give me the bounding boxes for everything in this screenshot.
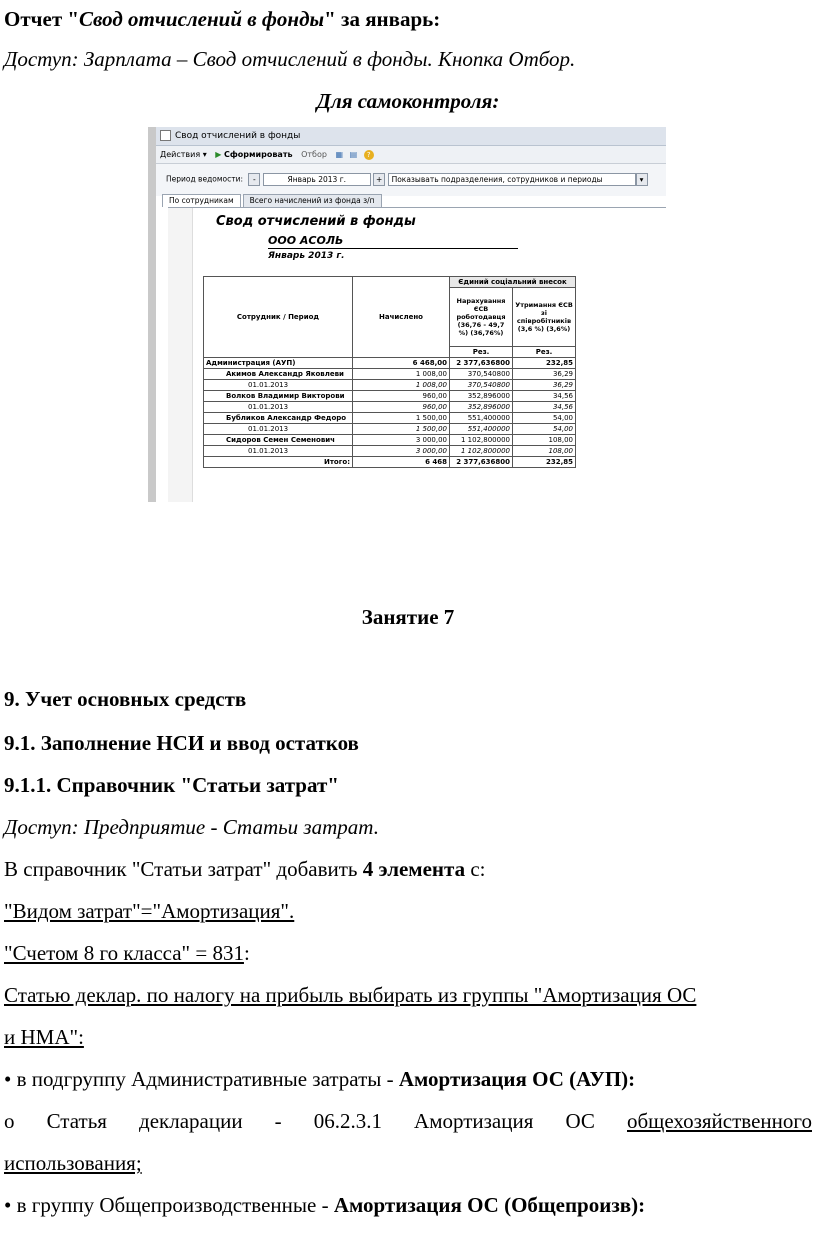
cell-employer: 370,540800 (450, 380, 513, 391)
cell-emp: 34,56 (513, 402, 576, 413)
cell-accrued: 1 008,00 (353, 380, 450, 391)
period-field[interactable]: Январь 2013 г. (263, 173, 371, 186)
cell-accrued: 6 468,00 (353, 358, 450, 369)
res-employee: Рез. (513, 347, 576, 358)
cell-emp: 54,00 (513, 424, 576, 435)
filter-button[interactable]: Отбор (301, 150, 327, 159)
report-toolbar (156, 146, 666, 164)
cell-employer: 352,896000 (450, 402, 513, 413)
help-icon[interactable]: ? (364, 150, 374, 160)
declaration-item-line-2: использования; (4, 1151, 142, 1175)
col-accrued: Начислено (353, 277, 450, 358)
cell-employer: 370,540800 (450, 369, 513, 380)
cell-name: 01.01.2013 (204, 402, 353, 413)
lesson-title: Занятие 7 (361, 605, 455, 629)
res-employer: Рез. (450, 347, 513, 358)
cell-employer: 551,400000 (450, 424, 513, 435)
cell-employer: 352,896000 (450, 391, 513, 402)
window-icon (160, 130, 171, 141)
access-line: Доступ: Зарплата – Свод отчислений в фонды. Кнопка Отбор. (4, 47, 576, 71)
table-row (204, 358, 576, 369)
tab-by-employees[interactable]: По сотрудникам (162, 194, 241, 207)
total-employee: 232,85 (513, 457, 576, 468)
report-title: Свод отчислений в фонды (216, 214, 416, 229)
bullet-admin: • в подгруппу Административные затраты - Амортизация ОС (АУП): (4, 1067, 636, 1091)
cell-emp: 34,56 (513, 391, 576, 402)
table-row (204, 435, 576, 446)
report-heading: Отчет "Свод отчислений в фонды" за январь: (4, 7, 441, 31)
cell-emp: 108,00 (513, 435, 576, 446)
cell-emp: 36,29 (513, 380, 576, 391)
access-line-2: Доступ: Предприятие - Статьи затрат. (4, 815, 379, 839)
cell-name: Бубликов Александр Федоро (204, 413, 353, 424)
report-tabs (162, 194, 384, 207)
settings-icon[interactable]: ▦ (335, 150, 344, 159)
cell-name: 01.01.2013 (204, 446, 353, 457)
section-9: 9. Учет основных средств (4, 687, 247, 711)
line-account: "Счетом 8 го класса" = 831: (4, 941, 250, 965)
cell-name: Акимов Александр Яковлеви (204, 369, 353, 380)
period-label: Период ведомости: (166, 174, 243, 184)
line-declaration-2: и НМА": (4, 1025, 84, 1049)
form-button[interactable]: Сформировать (223, 150, 293, 159)
total-label: Итого: (204, 457, 353, 468)
actions-menu[interactable]: Действия ▾ (160, 150, 207, 159)
cell-name: Администрация (АУП) (204, 358, 353, 369)
report-table (203, 276, 576, 468)
cell-employer: 551,400000 (450, 413, 513, 424)
cell-accrued: 1 500,00 (353, 424, 450, 435)
line-declaration-1: Статью деклар. по налогу на прибыль выбирать из группы "Амортизация ОС (4, 983, 697, 1007)
cell-name: Сидоров Семен Семенович (204, 435, 353, 446)
export-icon[interactable]: ▤ (349, 150, 358, 159)
cell-employer: 1 102,800000 (450, 435, 513, 446)
chevron-down-icon[interactable]: ▾ (636, 173, 648, 186)
cell-accrued: 960,00 (353, 391, 450, 402)
cell-name: 01.01.2013 (204, 424, 353, 435)
total-accrued: 6 468 (353, 457, 450, 468)
table-row (204, 413, 576, 424)
report-parameters (156, 164, 666, 196)
table-row (204, 391, 576, 402)
show-mode-select[interactable]: Показывать подразделения, сотрудников и периоды (388, 173, 636, 186)
group-header: Єдиний соціальний внесок (450, 277, 576, 288)
bullet-production: • в группу Общепроизводственные - Амортизация ОС (Общепроизв): (4, 1193, 646, 1217)
cell-accrued: 3 000,00 (353, 446, 450, 457)
paragraph-add: В справочник "Статьи затрат" добавить 4 элемента с: (4, 857, 486, 881)
col-employee: Сотрудник / Период (204, 277, 353, 358)
tab-total-accruals[interactable]: Всего начислений из фонда з/п (243, 194, 382, 207)
screenshot-left-strip (148, 127, 156, 502)
company-name: ООО АСОЛЬ (268, 234, 344, 247)
report-body (168, 207, 666, 502)
declaration-item-line: о Статья декларации - 06.2.3.1 Амортизация ОС общехозяйственного (4, 1109, 812, 1133)
cell-accrued: 1 008,00 (353, 369, 450, 380)
section-9-1-1: 9.1.1. Справочник "Статьи затрат" (4, 773, 339, 797)
col-employee-deduction: Утримання ЄСВ зі співробітників (3,6 %) (3,6%) (513, 288, 576, 347)
report-period: Январь 2013 г. (268, 251, 345, 261)
self-control-heading: Для самоконтроля: (316, 89, 500, 113)
cell-accrued: 1 500,00 (353, 413, 450, 424)
title-rule (268, 248, 518, 249)
table-row (204, 369, 576, 380)
table-row (204, 402, 576, 413)
line-cost-type: "Видом затрат"="Амортизация". (4, 899, 295, 923)
play-icon: ▶ (215, 150, 222, 159)
cell-accrued: 960,00 (353, 402, 450, 413)
cell-emp: 36,29 (513, 369, 576, 380)
section-9-1: 9.1. Заполнение НСИ и ввод остатков (4, 731, 359, 755)
cell-accrued: 3 000,00 (353, 435, 450, 446)
table-row (204, 446, 576, 457)
table-row (204, 380, 576, 391)
cell-name: 01.01.2013 (204, 380, 353, 391)
period-next-button[interactable]: + (373, 173, 385, 186)
cell-emp: 54,00 (513, 413, 576, 424)
period-prev-button[interactable]: - (248, 173, 260, 186)
total-employer: 2 377,636800 (450, 457, 513, 468)
table-row (204, 424, 576, 435)
cell-emp: 108,00 (513, 446, 576, 457)
total-row (204, 457, 576, 468)
cell-name: Волков Владимир Викторови (204, 391, 353, 402)
cell-emp: 232,85 (513, 358, 576, 369)
report-screenshot (148, 127, 666, 502)
col-employer-contribution: Нарахування ЄСВ роботодавця (36,76 - 49,7 %) (36,76%) (450, 288, 513, 347)
grouping-gutter (168, 208, 193, 502)
window-title: Свод отчислений в фонды (175, 131, 301, 141)
cell-employer: 1 102,800000 (450, 446, 513, 457)
cell-employer: 2 377,636800 (450, 358, 513, 369)
window-titlebar (156, 127, 666, 146)
